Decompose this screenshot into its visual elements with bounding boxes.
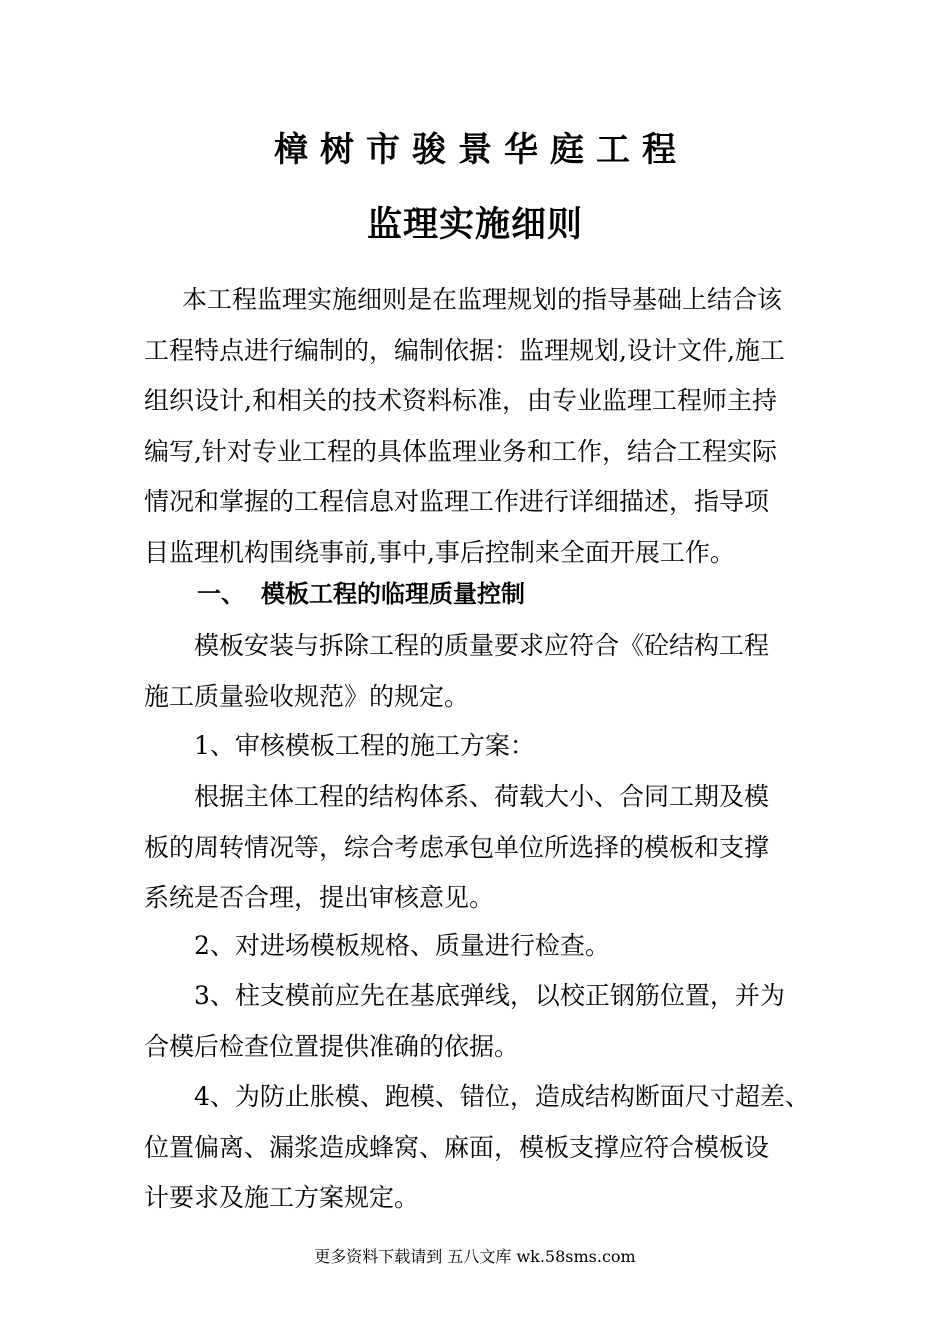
item-1-body <box>144 772 816 924</box>
section-number: 一、 <box>197 580 245 608</box>
item-1-title <box>144 721 816 772</box>
item-2-text: 2、对进场模板规格、质量进行检查。 <box>194 931 610 960</box>
item-4-line: 位置偏离、漏浆造成蜂窝、麻面，模板支撑应符合模板设 <box>144 1132 770 1162</box>
section-heading-text: 模板工程的临理质量控制 <box>261 580 525 608</box>
intro-line: 目监理机构围绕事前,事中,事后控制来全面开展工作。 <box>144 537 735 567</box>
item-4 <box>144 1072 816 1224</box>
item-3 <box>144 971 816 1072</box>
intro-paragraph <box>144 275 816 578</box>
item-1-line: 根据主体工程的结构体系、荷载大小、合同工期及模 <box>194 782 770 811</box>
intro-line: 编写,针对专业工程的具体监理业务和工作，结合工程实际 <box>144 436 777 466</box>
intro-line: 本工程监理实施细则是在监理规划的指导基础上结合该 <box>182 285 783 314</box>
section-intro-line: 模板安装与拆除工程的质量要求应符合《砼结构工程 <box>194 631 770 660</box>
intro-line: 工程特点进行编制的，编制依据：监理规划,设计文件,施工 <box>144 335 785 365</box>
page-footer: 更多资料下载请到 五八文库 wk.58sms.com <box>314 1247 636 1266</box>
intro-line: 组织设计,和相关的技术资料标准，由专业监理工程师主持 <box>144 386 777 415</box>
intro-line: 情况和掌握的工程信息对监理工作进行详细描述，指导项 <box>144 487 770 516</box>
document-title: 樟树市骏景华庭工程 <box>274 130 688 170</box>
section-heading <box>197 574 525 609</box>
item-4-line: 计要求及施工方案规定。 <box>144 1183 420 1212</box>
item-1-line: 系统是否合理，提出审核意见。 <box>144 883 495 912</box>
section-intro-paragraph <box>144 621 816 722</box>
item-3-line: 合模后检查位置提供准确的依据。 <box>144 1031 520 1061</box>
item-3-line: 3、柱支模前应先在基底弹线，以校正钢筋位置，并为 <box>194 981 785 1010</box>
document-subtitle: 监理实施细则 <box>366 205 583 245</box>
item-4-line: 4、为防止胀模、跑模、错位，造成结构断面尺寸超差、 <box>194 1082 810 1111</box>
item-1-line: 板的周转情况等，综合考虑承包单位所选择的模板和支撑 <box>144 832 770 862</box>
item-1-title-text: 1、审核模板工程的施工方案： <box>194 731 535 760</box>
item-2 <box>144 921 816 972</box>
section-intro-line: 施工质量验收规范》的规定。 <box>144 681 470 711</box>
